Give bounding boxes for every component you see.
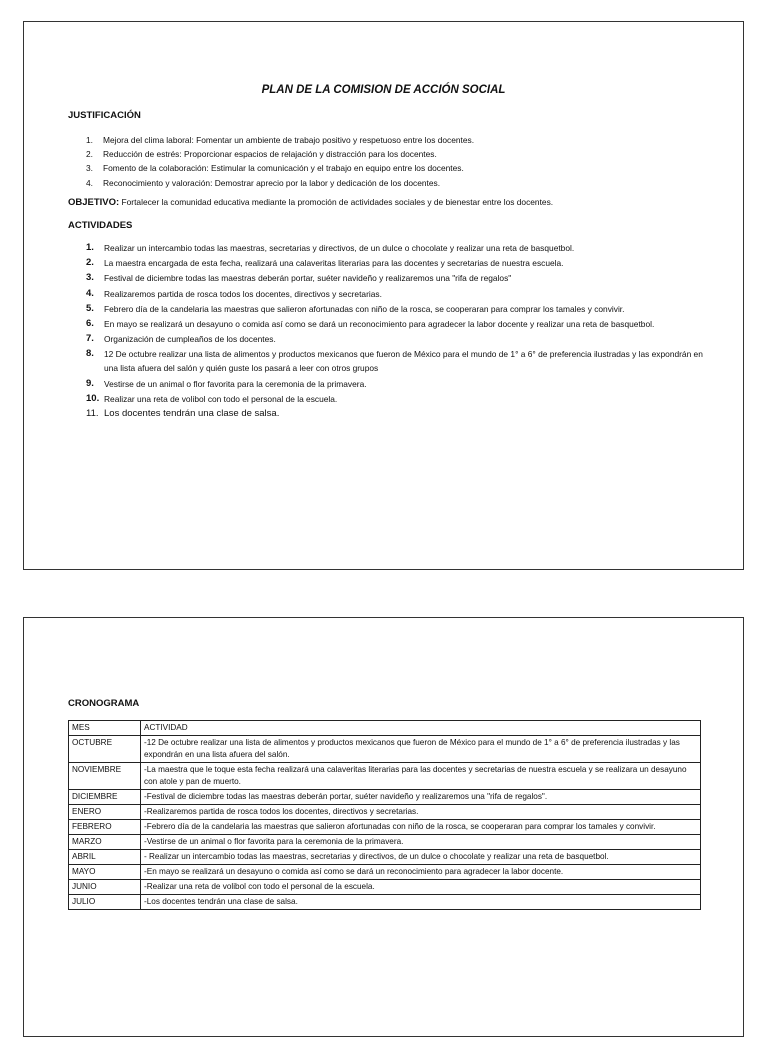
- list-item: [86, 256, 716, 270]
- item-text: Realizar un intercambio todas las maestras, secretarias y directivos, de un dulce o chocolate y realizar una reta de basquetbol.: [104, 243, 575, 253]
- actividad-cell: -Realizaremos partida de rosca todos los docentes, directivos y secretarias.: [141, 805, 701, 820]
- item-text: Reducción de estrés: Proporcionar espacios de relajación y distracción para los docentes.: [103, 149, 437, 160]
- actividades-heading: ACTIVIDADES: [68, 220, 133, 231]
- list-item: [86, 271, 716, 285]
- list-item: [86, 133, 686, 147]
- item-number: 5.: [86, 302, 94, 314]
- actividad-cell: -En mayo se realizará un desayuno o comida así como se dará un reconocimiento para agradecer la labor docente.: [141, 865, 701, 880]
- actividad-cell: -Vestirse de un animal o flor favorita para la ceremonia de la primavera.: [141, 835, 701, 850]
- item-number: 1.: [86, 242, 94, 253]
- item-text: Festival de diciembre todas las maestras deberán portar, suéter navideño y realizaremos una "rifa de regalos": [104, 273, 512, 284]
- list-item: [86, 347, 716, 375]
- item-text: Organización de cumpleaños de los docentes.: [104, 334, 276, 345]
- item-text: Realizaremos partida de rosca todos los docentes, directivos y secretarias.: [104, 288, 382, 299]
- item-text: Los docentes tendrán una clase de salsa.: [104, 407, 280, 419]
- justificacion-list: [86, 133, 686, 190]
- list-item: [86, 317, 716, 331]
- list-item: [86, 302, 716, 316]
- document-page-2: [23, 617, 744, 1037]
- item-text: La maestra encargada de esta fecha, realizará una calaveritas literarias para las docentes y secretarias de nuestra escuela.: [104, 258, 564, 269]
- mes-cell: ABRIL: [69, 850, 141, 865]
- objetivo-label: OBJETIVO:: [68, 197, 120, 208]
- table-row: [69, 805, 701, 820]
- list-item: [86, 147, 686, 161]
- item-text: Mejora del clima laboral: Fomentar un ambiente de trabajo positivo y respetuoso entre los docentes.: [103, 135, 475, 145]
- mes-cell: JUNIO: [69, 880, 141, 895]
- document-page-1: [23, 21, 744, 570]
- table-row: [69, 763, 701, 790]
- cronograma-table: [68, 720, 701, 910]
- item-text: Realizar una reta de volibol con todo el personal de la escuela.: [104, 393, 338, 404]
- item-text: Reconocimiento y valoración: Demostrar aprecio por la labor y dedicación de los docentes.: [103, 177, 441, 188]
- item-number: 2.: [86, 257, 94, 269]
- list-item: [86, 287, 716, 301]
- item-number: 10.: [86, 392, 100, 404]
- mes-cell: NOVIEMBRE: [69, 763, 141, 790]
- item-number: 3.: [86, 272, 94, 284]
- list-item: [86, 377, 716, 391]
- item-number: 4.: [86, 287, 94, 299]
- item-text: Fomento de la colaboración: Estimular la comunicación y el trabajo en equipo entre los docentes.: [103, 163, 464, 174]
- column-header-actividad: ACTIVIDAD: [141, 721, 701, 736]
- actividad-cell: - Realizar un intercambio todas las maestras, secretarias y directivos, de un dulce o chocolate y realizar una reta de basquetbol.: [141, 850, 701, 865]
- item-number: 9.: [86, 377, 94, 389]
- column-header-mes: MES: [69, 721, 141, 736]
- actividad-cell: -La maestra que le toque esta fecha realizará una calaveritas literarias para las docentes y secretarias de nuestra escuela y se realizara un desayuno con atole y pan de muerto.: [141, 763, 701, 790]
- document-title: PLAN DE LA COMISION DE ACCIÓN SOCIAL: [261, 84, 506, 96]
- item-number: 3.: [86, 163, 93, 174]
- table-row: [69, 895, 701, 910]
- actividad-cell: -Febrero día de la candelaria las maestras que salieron afortunadas con niño de la rosca, se cooperaran para comprar los tamales y convivir.: [141, 820, 701, 835]
- table-row: [69, 790, 701, 805]
- list-item: [86, 392, 716, 406]
- table-row: [69, 850, 701, 865]
- table-row: [69, 820, 701, 835]
- item-text: 12 De octubre realizar una lista de alimentos y productos mexicanos que fueron de México para el mundo de 1° a 6° de preferencia ilustradas y las expondrán en una lista afuera del salón y quién guste los pasará a leer con otros grupos: [104, 349, 703, 374]
- mes-cell: JULIO: [69, 895, 141, 910]
- list-item: [86, 161, 686, 175]
- actividad-cell: -Festival de diciembre todas las maestras deberán portar, suéter navideño y realizaremos una "rifa de regalos".: [141, 790, 701, 805]
- mes-cell: OCTUBRE: [69, 736, 141, 763]
- item-number: 4.: [86, 177, 93, 188]
- list-item: [86, 407, 716, 421]
- list-item: [86, 241, 716, 255]
- table-row: [69, 865, 701, 880]
- cronograma-heading: CRONOGRAMA: [68, 698, 140, 709]
- actividad-cell: -Los docentes tendrán una clase de salsa.: [141, 895, 701, 910]
- mes-cell: ENERO: [69, 805, 141, 820]
- list-item: [86, 176, 686, 190]
- item-text: Vestirse de un animal o flor favorita para la ceremonia de la primavera.: [104, 378, 367, 389]
- objetivo-text: Fortalecer la comunidad educativa mediante la promoción de actividades sociales y de bienestar entre los docentes.: [119, 197, 554, 207]
- list-item: [86, 332, 716, 346]
- item-number: 8.: [86, 348, 94, 360]
- table-row: [69, 880, 701, 895]
- mes-cell: DICIEMBRE: [69, 790, 141, 805]
- item-number: 6.: [86, 317, 94, 329]
- actividad-cell: -Realizar una reta de volibol con todo el personal de la escuela.: [141, 880, 701, 895]
- item-number: 7.: [86, 333, 94, 345]
- table-row: [69, 736, 701, 763]
- mes-cell: MARZO: [69, 835, 141, 850]
- item-text: En mayo se realizará un desayuno o comida así como se dará un reconocimiento para agradecer la labor docente y realizar una reta de basquetbol.: [104, 318, 655, 329]
- justificacion-heading: JUSTIFICACIÓN: [68, 110, 141, 121]
- table-row: [69, 835, 701, 850]
- item-number: 1.: [86, 135, 93, 145]
- item-number: 11.: [86, 407, 99, 419]
- actividad-cell: -12 De octubre realizar una lista de alimentos y productos mexicanos que fueron de México para el mundo de 1° a 6° de preferencia ilustradas y las expondrán en una lista afuera del salón.: [141, 736, 701, 763]
- objetivo-paragraph: [68, 197, 708, 208]
- mes-cell: MAYO: [69, 865, 141, 880]
- item-text: Febrero día de la candelaria las maestras que salieron afortunadas con niño de la rosca, se cooperaran para comprar los tamales y convivir.: [104, 303, 625, 314]
- mes-cell: FEBRERO: [69, 820, 141, 835]
- table-header-row: [69, 721, 701, 736]
- item-number: 2.: [86, 149, 93, 160]
- actividades-list: [86, 241, 716, 422]
